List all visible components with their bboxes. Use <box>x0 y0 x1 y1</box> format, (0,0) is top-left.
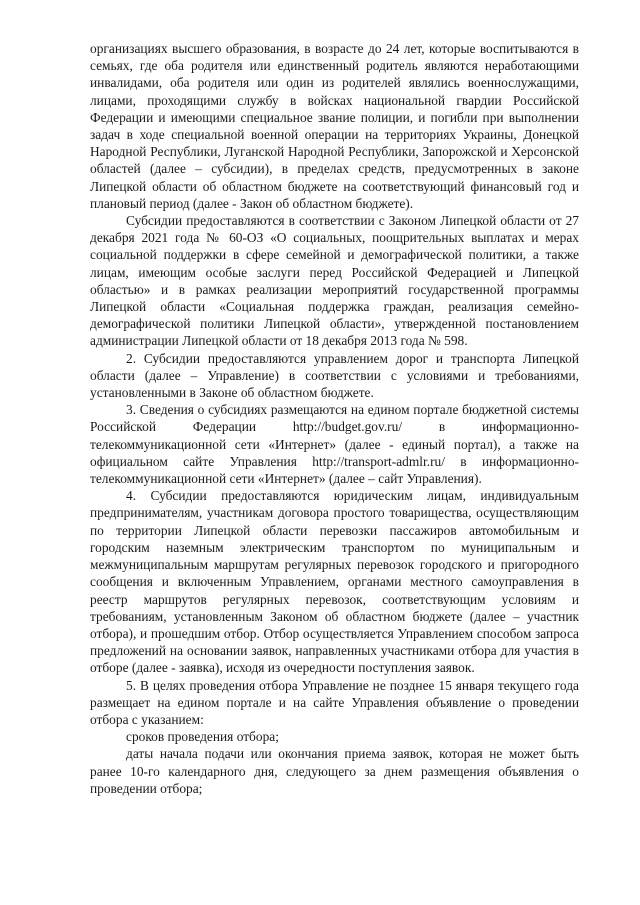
paragraph-item-4: 4. Субсидии предоставляются юридическим лицам, индивидуальным предпринимателям, участникам договора простого товарищества, осуществляющим по территории Липецкой области перевозки пассажиров автомобильным и городским наземным электрическим транспортом по муниципальным и межмуниципальным маршрутам регулярных перевозок городского и пригородного сообщения и включенным Управлением, органами местного самоуправления в реестр маршрутов регулярных перевозок, соответствующим условиям и требованиям, установленным Законом об областном бюджете (далее – участник отбора), и прошедшим отбор. Отбор осуществляется Управлением способом запроса предложений на основании заявок, направленных участниками отбора для участия в отборе (далее - заявка), исходя из очередности поступления заявок. <box>90 488 579 676</box>
paragraph-item-2: 2. Субсидии предоставляются управлением дорог и транспорта Липецкой области (далее – Управление) в соответствии с условиями и требованиями, установленными в Законе об областном бюджете. <box>90 350 579 401</box>
paragraph-item-5-period: сроков проведения отбора; <box>126 729 279 745</box>
paragraph-subsidy-recipients: организациях высшего образования, в возрасте до 24 лет, которые воспитываются в семьях, где оба родителя или единственный родитель являются неработающими инвалидами, оба родителя или один из родителей являлись военнослужащими, лицами, проходящими службу в войсках национальной гвардии Российской Федерации и имеющими специальное звание полиции, и погибли при выполнении задач в ходе специальной военной операции на территориях Украины, Донецкой Народной Республики, Луганской Народной Республики, Запорожской и Херсонской областей (далее – субсидии), в пределах средств, предусмотренных в законе Липецкой области об областном бюджете на соответствующий финансовый год и плановый период (далее - Закон об областном бюджете). <box>90 41 579 211</box>
paragraph-item-5: 5. В целях проведения отбора Управление не позднее 15 января текущего года размещает на едином портале и на сайте Управления объявление о проведении отбора с указанием: <box>90 677 579 727</box>
paragraph-item-3: 3. Сведения о субсидиях размещаются на едином портале бюджетной системы Российской Федерации http://budget.gov.ru/ в информационно-телекоммуникационной сети «Интернет» (далее - единый портал), а также на официальном сайте Управления http://transport-admlr.ru/ в информационно-телекоммуникационной сети «Интернет» (далее – сайт Управления). <box>90 402 579 487</box>
paragraph-legal-basis: Субсидии предоставляются в соответствии с Законом Липецкой области от 27 декабря 2021 года № 60-ОЗ «О социальных, поощрительных выплатах и мерах социальной поддержки в сфере семейной и демографической политики, а также лицам, имеющим особые заслуги перед Российской Федерацией и Липецкой областью» и в рамках реализации мероприятий государственной программы Липецкой области «Социальная поддержка граждан, реализация семейно-демографической политики Липецкой области», утвержденной постановлением администрации Липецкой области от 18 декабря 2013 года № 598. <box>90 213 579 349</box>
document-page <box>90 40 579 797</box>
paragraph-item-5-dates: даты начала подачи или окончания приема заявок, которая не может быть ранее 10-го календарного дня, следующего за днем размещения объявления о проведении отбора; <box>90 746 579 796</box>
